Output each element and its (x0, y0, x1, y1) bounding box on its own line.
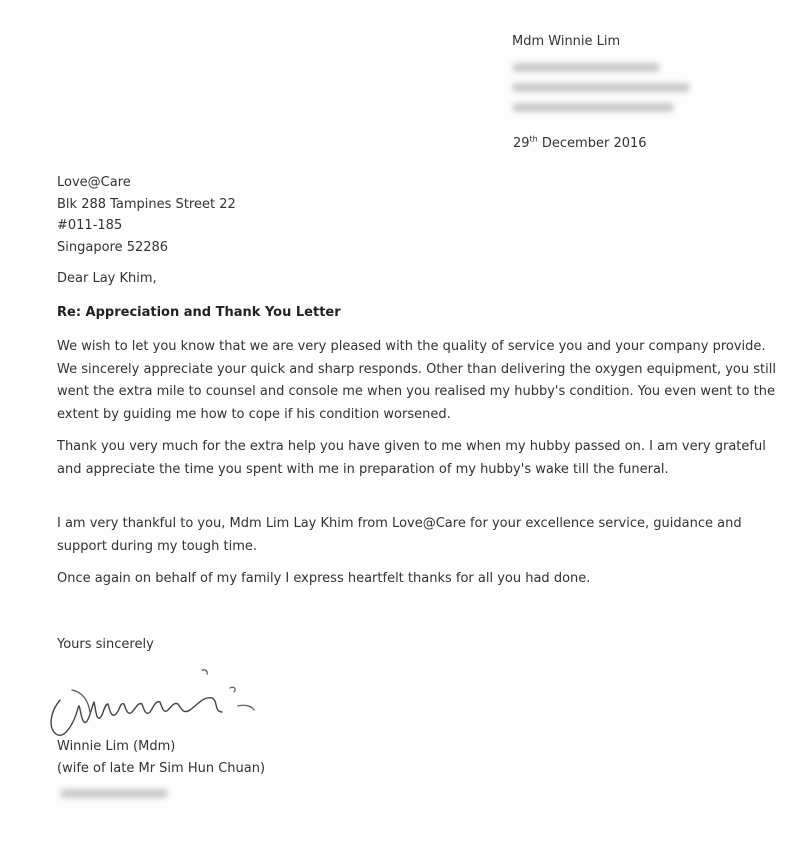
subject-line: Re: Appreciation and Thank You Letter (57, 305, 341, 320)
body-paragraph: We wish to let you know that we are very pleased with the quality of service you and your company provide. We sincerely appreciate your quick and sharp responds. Other than delivering the oxygen equipment, you still went the extra mile to counsel and console me when you realised my hubby's condition. You even went to the extent by guiding me how to cope if his condition worsened. (57, 339, 776, 422)
body-paragraph: Once again on behalf of my family I express heartfelt thanks for all you had done. (57, 571, 591, 586)
redacted-address-line-3 (512, 103, 674, 112)
recipient-line: Singapore 52286 (57, 239, 169, 255)
signature-icon (42, 660, 262, 740)
signer-name: Winnie Lim (Mdm) (57, 739, 176, 754)
body-paragraph: I am very thankful to you, Mdm Lim Lay Khim from Love@Care for your excellence service, guidance and support during my tough time. (57, 516, 742, 554)
signer-note: (wife of late Mr Sim Hun Chuan) (57, 760, 266, 776)
redacted-address-line-1 (512, 63, 660, 72)
sender-block (512, 32, 752, 112)
salutation: Dear Lay Khim, (57, 271, 157, 286)
sender-name: Mdm Winnie Lim (512, 34, 621, 49)
letter-date (513, 136, 647, 151)
signer-block (57, 736, 265, 779)
date-day: 29 (513, 136, 530, 151)
closing: Yours sincerely (57, 637, 154, 652)
recipient-line: Blk 288 Tampines Street 22 (57, 196, 236, 212)
redacted-address-line-2 (512, 83, 690, 92)
date-month-year: December 2016 (537, 136, 647, 151)
date-day-suffix: th (529, 134, 538, 144)
redacted-contact (60, 789, 168, 798)
recipient-address (57, 172, 236, 258)
body-paragraph: Thank you very much for the extra help you have given to me when my hubby passed on. I am very grateful and appreciate the time you spent with me in preparation of my hubby's wake till the funeral. (57, 439, 766, 477)
recipient-line: Love@Care (57, 175, 131, 190)
recipient-line: #011-185 (57, 218, 123, 233)
